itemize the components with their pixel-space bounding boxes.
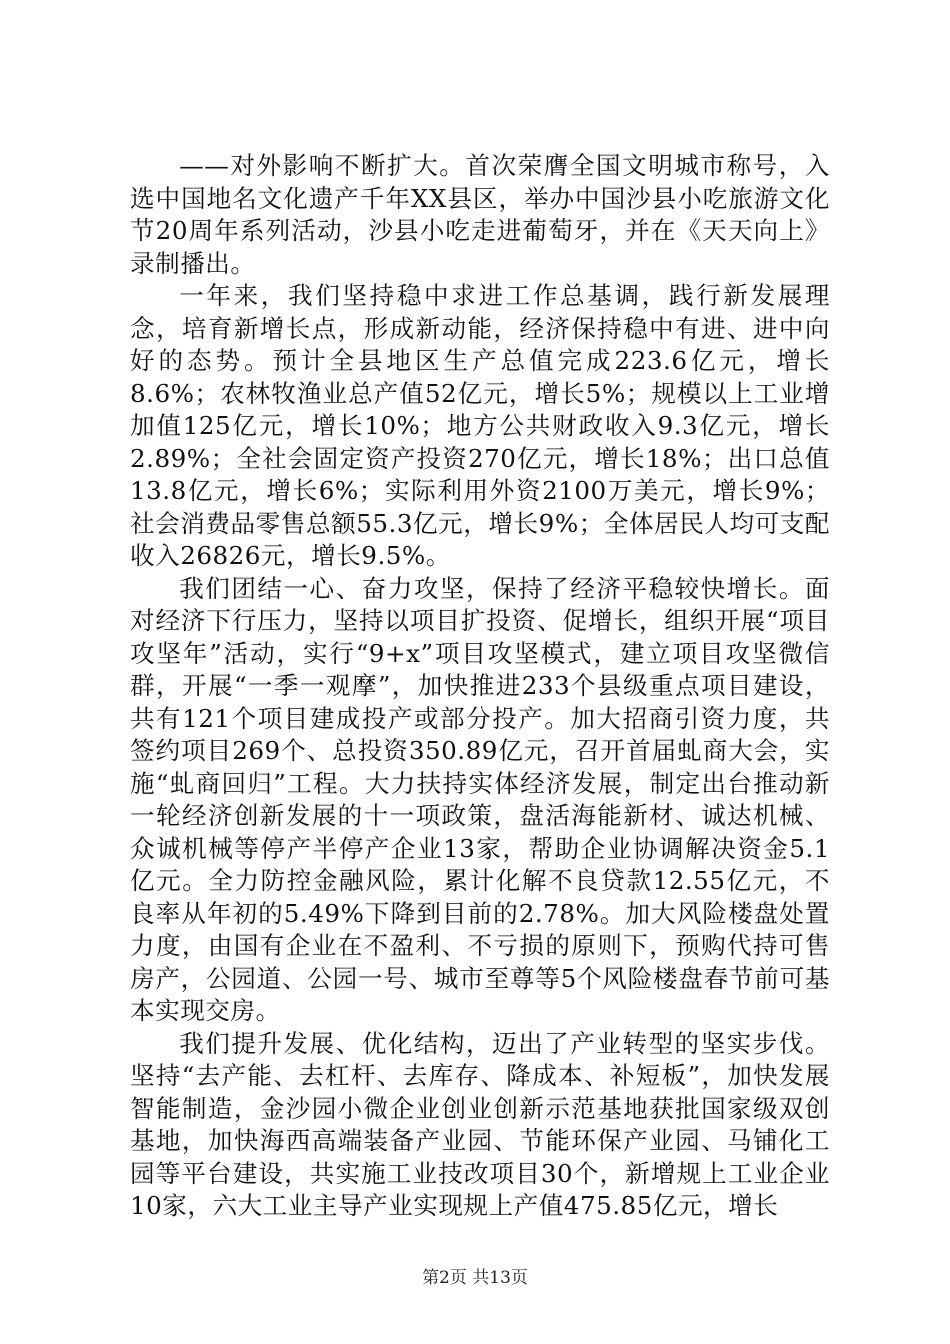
page-number-footer: 第2页 共13页 [422, 1268, 528, 1288]
paragraph-external-influence: ——对外影响不断扩大。首次荣膺全国文明城市称号，入选中国地名文化遗产千年XX县区，举办中国沙县小吃旅游文化节20周年系列活动，沙县小吃走进葡萄牙，并在《天天向上》录制播出。 [130, 151, 830, 278]
paragraph-economic-overview: 一年来，我们坚持稳中求进工作总基调，践行新发展理念，培育新增长点，形成新动能，经济保持稳中有进、进中向好的态势。预计全县地区生产总值完成223.6亿元，增长8.6%；农林牧渔业总产值52亿元，增长5%；规模以上工业增加值125亿元，增长10%；地方公共财政收入9.3亿元，增长2.89%；全社会固定资产投资270亿元，增长18%；出口总值13.8亿元，增长6%；实际利用外资2100万美元，增长9%；社会消费品零售总额55.3亿元，增长9%；全体居民人均可支配收入26826元，增长9.5%。 [130, 281, 830, 570]
paragraph-industrial-transformation: 我们提升发展、优化结构，迈出了产业转型的坚实步伐。坚持“去产能、去杠杆、去库存、降成本、补短板”，加快发展智能制造，金沙园小微企业创业创新示范基地获批国家级双创基地，加快海西高端装备产业园、节能环保产业园、马铺化工园等平台建设，共实施工业技改项目30个，新增规上工业企业10家，六大工业主导产业实现规上产值475.85亿元，增长 [130, 1028, 830, 1220]
document-body [130, 150, 830, 1223]
paragraph-stable-growth: 我们团结一心、奋力攻坚，保持了经济平稳较快增长。面对经济下行压力，坚持以项目扩投资、促增长，组织开展“项目攻坚年”活动，实行“9+x”项目攻坚模式，建立项目攻坚微信群，开展“一季一观摩”，加快推进233个县级重点项目建设，共有121个项目建成投产或部分投产。加大招商引资力度，共签约项目269个、总投资350.89亿元，召开首届虬商大会，实施“虬商回归”工程。大力扶持实体经济发展，制定出台推动新一轮经济创新发展的十一项政策，盘活海能新材、诚达机械、众诚机械等停产半停产企业13家，帮助企业协调解决资金5.1亿元。全力防控金融风险，累计化解不良贷款12.55亿元，不良率从年初的5.49%下降到目前的2.78%。加大风险楼盘处置力度，由国有企业在不盈利、不亏损的原则下，预购代持可售房产，公园道、公园一号、城市至尊等5个风险楼盘春节前可基本实现交房。 [130, 573, 830, 1025]
